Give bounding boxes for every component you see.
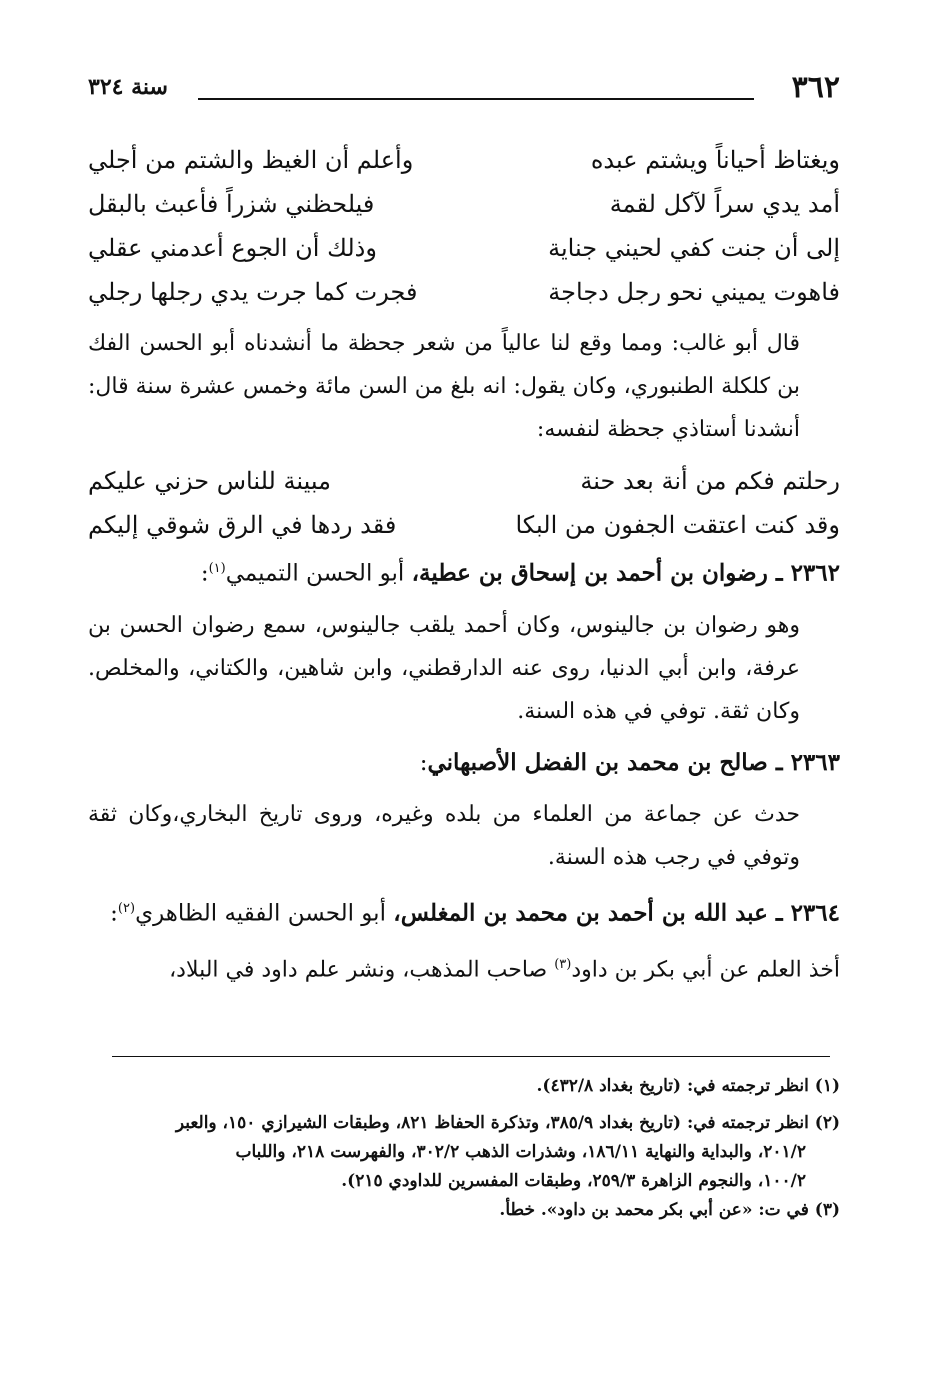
footnote-ref: (٣) <box>554 957 572 973</box>
header-rule <box>198 98 754 100</box>
footnote-ref: (١) <box>208 561 226 576</box>
verse-second-hemistich: وذلك أن الجوع أعدمني عقلي <box>88 234 377 262</box>
verse-second-hemistich: فيلحظني شزراً فأعبث بالبقل <box>88 190 375 218</box>
entry-name: ٢٣٦٤ ـ عبد الله بن أحمد بن محمد بن المغلس، <box>393 899 840 927</box>
heading-colon: : <box>200 560 209 587</box>
footnote-2-line: (٢) انظر ترجمته في: (تاريخ بغداد ٣٨٥/٩، وتذكرة الحفاظ ٨٢١، وطبقات الشيرازي ١٥٠، والعبر <box>175 1113 840 1133</box>
page-number: ٣٦٢ <box>791 70 840 105</box>
heading-colon: : <box>419 749 428 776</box>
verse-first-hemistich: إلى أن جنت كفي لحيني جناية <box>548 234 840 262</box>
footnote-3: (٣) في ت: «عن أبي بكر محمد بن داود». خطأ. <box>499 1200 840 1220</box>
entry-text: أخذ العلم عن أبي بكر بن داود <box>571 957 840 983</box>
entry-kunya: أبو الحسن الفقيه الظاهري <box>135 900 386 927</box>
verse-second-hemistich: وأعلم أن الغيظ والشتم من أجلي <box>88 146 414 174</box>
entry-text: صاحب المذهب، ونشر علم داود في البلاد، <box>169 957 555 983</box>
footnote-2 <box>88 1109 840 1196</box>
verse-second-hemistich: فقد ردها في الرق شوقي إليكم <box>88 511 397 539</box>
verse-line <box>88 503 840 547</box>
verse-line <box>88 182 840 226</box>
verse-line <box>88 226 840 270</box>
entry-name: ٢٣٦٢ ـ رضوان بن أحمد بن إسحاق بن عطية، <box>411 559 840 587</box>
entry-kunya: أبو الحسن التميمي <box>225 560 405 587</box>
entry-name: ٢٣٦٣ ـ صالح بن محمد بن الفضل الأصبهاني <box>427 748 840 776</box>
heading-colon: : <box>110 900 118 927</box>
entry-body: حدث عن جماعة من العلماء من بلده وغيره، وروى تاريخ البخاري،وكان ثقة وتوفي في رجب هذه السنة. <box>88 801 801 870</box>
entry-heading <box>88 547 840 596</box>
verse-second-hemistich: مبينة للناس حزني عليكم <box>88 467 331 495</box>
main-text <box>88 138 840 992</box>
verse-line <box>88 270 840 314</box>
verse-first-hemistich: أمد يدي سراً لآكل لقمة <box>609 190 840 218</box>
entry-heading <box>88 887 840 936</box>
entry-body <box>88 943 840 991</box>
verse-first-hemistich: فاهوت يميني نحو رجل دجاجة <box>548 278 840 306</box>
verse-line <box>88 138 840 182</box>
verse-first-hemistich: رحلتم فكم من أنة بعد حنة <box>580 467 840 495</box>
footnote-ref: (٢) <box>117 900 136 916</box>
entry-body: وهو رضوان بن جالينوس، وكان أحمد يلقب جالينوس، سمع رضوان الحسن بن عرفة، وابن أبي الدنيا، روى عنه الدارقطني، وابن شاهين، والكتاني، والمخلص. وكان ثقة. توفي في هذه السنة. <box>88 612 800 724</box>
footnote-rule <box>112 1056 830 1057</box>
footnote-2-line: ٢٠١/٢، والبداية والنهاية ١٨٦/١١، وشذرات الذهب ٣٠٢/٢، والفهرست ٢١٨، واللباب <box>235 1142 806 1162</box>
footnote-1: (١) انظر ترجمته في: (تاريخ بغداد ٤٣٢/٨). <box>536 1076 840 1096</box>
footnotes <box>88 1072 840 1225</box>
running-header <box>88 70 840 110</box>
entry-heading <box>88 741 840 785</box>
verse-first-hemistich: ويغتاظ أحياناً ويشتم عبده <box>590 146 840 174</box>
running-year: سنة ٣٢٤ <box>88 74 168 100</box>
footnote-2-line: ١٠٠/٢، والنجوم الزاهرة ٢٥٩/٣، وطبقات المفسرين للداودي ٢١٥). <box>341 1171 806 1191</box>
verse-line <box>88 459 840 503</box>
narration-paragraph: قال أبو غالب: ومما وقع لنا عالياً من شعر جحظة ما أنشدناه أبو الحسن الفك بن كلكلة الطنبوري، وكان يقول: انه بلغ من السن مائة وخمس عشرة سنة قال: أنشدنا أستاذي جحظة لنفسه: <box>88 331 800 442</box>
verse-second-hemistich: فجرت كما جرت يدي رجلها رجلي <box>88 278 418 306</box>
verse-first-hemistich: وقد كنت اعتقت الجفون من البكا <box>515 511 840 539</box>
